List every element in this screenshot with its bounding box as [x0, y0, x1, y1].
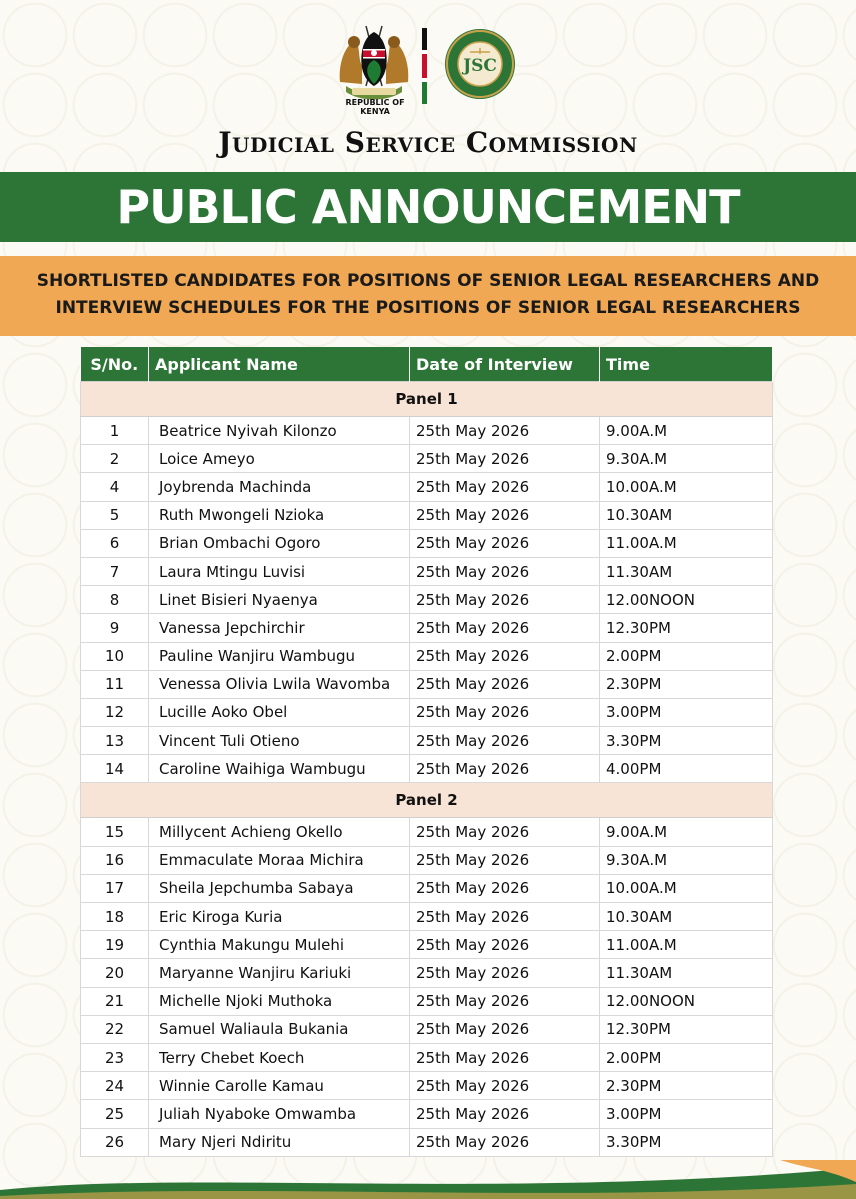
- banner-title: PUBLIC ANNOUNCEMENT: [116, 180, 740, 234]
- serial-number-cell: 11: [81, 670, 149, 698]
- serial-number-cell: 24: [81, 1072, 149, 1100]
- applicant-name-cell: Brian Ombachi Ogoro: [149, 529, 410, 557]
- applicant-name-cell: Lucille Aoko Obel: [149, 698, 410, 726]
- panel-label: Panel 1: [81, 382, 773, 417]
- applicant-name-cell: Eric Kiroga Kuria: [149, 903, 410, 931]
- panel-header-row: [81, 783, 773, 818]
- interview-time-cell: 10.30AM: [600, 903, 773, 931]
- serial-number-cell: 15: [81, 818, 149, 846]
- interview-time-cell: 4.00PM: [600, 755, 773, 783]
- table-body: [81, 382, 773, 1157]
- interview-date-cell: 25th May 2026: [410, 1043, 600, 1071]
- interview-date-cell: 25th May 2026: [410, 818, 600, 846]
- interview-time-cell: 3.30PM: [600, 1128, 773, 1156]
- applicant-name-cell: Emmaculate Moraa Michira: [149, 846, 410, 874]
- serial-number-cell: 13: [81, 727, 149, 755]
- applicant-name-cell: Michelle Njoki Muthoka: [149, 987, 410, 1015]
- serial-number-cell: 22: [81, 1015, 149, 1043]
- interview-time-cell: 12.00NOON: [600, 586, 773, 614]
- serial-number-cell: 19: [81, 931, 149, 959]
- serial-number-cell: 9: [81, 614, 149, 642]
- serial-number-cell: 23: [81, 1043, 149, 1071]
- jsc-seal-icon: [444, 28, 516, 100]
- serial-number-cell: 12: [81, 698, 149, 726]
- serial-number-cell: 17: [81, 874, 149, 902]
- interview-date-cell: 25th May 2026: [410, 1072, 600, 1100]
- table-row: [81, 727, 773, 755]
- serial-number-cell: 4: [81, 473, 149, 501]
- interview-time-cell: 3.00PM: [600, 698, 773, 726]
- interview-date-cell: 25th May 2026: [410, 727, 600, 755]
- table-row: [81, 1100, 773, 1128]
- interview-time-cell: 9.00A.M: [600, 417, 773, 445]
- organization-name: Judicial Service Commission: [218, 126, 638, 159]
- interview-date-cell: 25th May 2026: [410, 586, 600, 614]
- interview-date-cell: 25th May 2026: [410, 1015, 600, 1043]
- table-row: [81, 445, 773, 473]
- serial-number-cell: 26: [81, 1128, 149, 1156]
- interview-time-cell: 3.00PM: [600, 1100, 773, 1128]
- kenya-flag-stripe-icon: [422, 28, 427, 104]
- interview-date-cell: 25th May 2026: [410, 1128, 600, 1156]
- applicant-name-cell: Laura Mtingu Luvisi: [149, 557, 410, 585]
- serial-number-cell: 25: [81, 1100, 149, 1128]
- applicant-name-cell: Loice Ameyo: [149, 445, 410, 473]
- logo-group: [330, 22, 530, 116]
- interview-date-cell: 25th May 2026: [410, 614, 600, 642]
- table-row: [81, 987, 773, 1015]
- applicant-name-cell: Samuel Waliaula Bukania: [149, 1015, 410, 1043]
- subtitle: [8, 268, 848, 322]
- applicant-name-cell: Joybrenda Machinda: [149, 473, 410, 501]
- applicant-name-cell: Mary Njeri Ndiritu: [149, 1128, 410, 1156]
- kenya-coat-of-arms-icon: [336, 22, 412, 106]
- interview-time-cell: 12.30PM: [600, 614, 773, 642]
- interview-date-cell: 25th May 2026: [410, 642, 600, 670]
- table-row: [81, 642, 773, 670]
- interview-schedule-table: [80, 347, 773, 1157]
- interview-time-cell: 9.00A.M: [600, 818, 773, 846]
- table-row: [81, 755, 773, 783]
- serial-number-cell: 21: [81, 987, 149, 1015]
- interview-date-cell: 25th May 2026: [410, 698, 600, 726]
- serial-number-cell: 6: [81, 529, 149, 557]
- table-row: [81, 959, 773, 987]
- interview-time-cell: 11.00A.M: [600, 931, 773, 959]
- interview-time-cell: 12.00NOON: [600, 987, 773, 1015]
- table-row: [81, 698, 773, 726]
- serial-number-cell: 8: [81, 586, 149, 614]
- serial-number-cell: 1: [81, 417, 149, 445]
- table-row: [81, 1015, 773, 1043]
- serial-number-cell: 10: [81, 642, 149, 670]
- interview-date-cell: 25th May 2026: [410, 529, 600, 557]
- serial-number-cell: 18: [81, 903, 149, 931]
- interview-time-cell: 11.00A.M: [600, 529, 773, 557]
- column-header-time: Time: [600, 347, 773, 382]
- interview-date-cell: 25th May 2026: [410, 557, 600, 585]
- column-header-sno: S/No.: [81, 347, 149, 382]
- interview-date-cell: 25th May 2026: [410, 1100, 600, 1128]
- column-header-date: Date of Interview: [410, 347, 600, 382]
- table-row: [81, 529, 773, 557]
- applicant-name-cell: Beatrice Nyivah Kilonzo: [149, 417, 410, 445]
- serial-number-cell: 5: [81, 501, 149, 529]
- applicant-name-cell: Juliah Nyaboke Omwamba: [149, 1100, 410, 1128]
- table-row: [81, 818, 773, 846]
- table-row: [81, 557, 773, 585]
- table-row: [81, 874, 773, 902]
- table-row: [81, 501, 773, 529]
- interview-date-cell: 25th May 2026: [410, 903, 600, 931]
- interview-time-cell: 12.30PM: [600, 1015, 773, 1043]
- table-row: [81, 903, 773, 931]
- interview-time-cell: 10.00A.M: [600, 874, 773, 902]
- interview-date-cell: 25th May 2026: [410, 670, 600, 698]
- table-row: [81, 1043, 773, 1071]
- table-row: [81, 1128, 773, 1156]
- interview-time-cell: 2.00PM: [600, 642, 773, 670]
- applicant-name-cell: Sheila Jepchumba Sabaya: [149, 874, 410, 902]
- interview-time-cell: 3.30PM: [600, 727, 773, 755]
- serial-number-cell: 14: [81, 755, 149, 783]
- applicant-name-cell: Vanessa Jepchirchir: [149, 614, 410, 642]
- applicant-name-cell: Pauline Wanjiru Wambugu: [149, 642, 410, 670]
- subtitle-line-1: SHORTLISTED CANDIDATES FOR POSITIONS OF SENIOR LEGAL RESEARCHERS AND: [36, 271, 820, 291]
- applicant-name-cell: Venessa Olivia Lwila Wavomba: [149, 670, 410, 698]
- table-row: [81, 614, 773, 642]
- table-row: [81, 473, 773, 501]
- interview-time-cell: 2.30PM: [600, 670, 773, 698]
- serial-number-cell: 7: [81, 557, 149, 585]
- table-row: [81, 1072, 773, 1100]
- applicant-name-cell: Winnie Carolle Kamau: [149, 1072, 410, 1100]
- serial-number-cell: 20: [81, 959, 149, 987]
- interview-date-cell: 25th May 2026: [410, 931, 600, 959]
- table-row: [81, 417, 773, 445]
- interview-time-cell: 9.30A.M: [600, 846, 773, 874]
- interview-date-cell: 25th May 2026: [410, 874, 600, 902]
- table-row: [81, 586, 773, 614]
- table-header-row: [81, 347, 773, 382]
- interview-date-cell: 25th May 2026: [410, 959, 600, 987]
- applicant-name-cell: Millycent Achieng Okello: [149, 818, 410, 846]
- interview-time-cell: 10.30AM: [600, 501, 773, 529]
- interview-time-cell: 11.30AM: [600, 557, 773, 585]
- applicant-name-cell: Linet Bisieri Nyaenya: [149, 586, 410, 614]
- interview-time-cell: 9.30A.M: [600, 445, 773, 473]
- table-row: [81, 846, 773, 874]
- table-row: [81, 931, 773, 959]
- interview-date-cell: 25th May 2026: [410, 417, 600, 445]
- subtitle-band: [0, 256, 856, 336]
- applicant-name-cell: Maryanne Wanjiru Kariuki: [149, 959, 410, 987]
- interview-time-cell: 10.00A.M: [600, 473, 773, 501]
- letterhead: [0, 0, 856, 170]
- announcement-banner: [0, 172, 856, 242]
- svg-text:JSC: JSC: [463, 56, 497, 76]
- interview-time-cell: 2.00PM: [600, 1043, 773, 1071]
- subtitle-line-2: INTERVIEW SCHEDULES FOR THE POSITIONS OF SENIOR LEGAL RESEARCHERS: [55, 298, 801, 318]
- applicant-name-cell: Terry Chebet Koech: [149, 1043, 410, 1071]
- applicant-name-cell: Cynthia Makungu Mulehi: [149, 931, 410, 959]
- interview-time-cell: 11.30AM: [600, 959, 773, 987]
- footer-wave: [0, 1160, 856, 1199]
- panel-header-row: [81, 382, 773, 417]
- applicant-name-cell: Caroline Waihiga Wambugu: [149, 755, 410, 783]
- column-header-name: Applicant Name: [149, 347, 410, 382]
- interview-date-cell: 25th May 2026: [410, 473, 600, 501]
- panel-label: Panel 2: [81, 783, 773, 818]
- serial-number-cell: 2: [81, 445, 149, 473]
- applicant-name-cell: Ruth Mwongeli Nzioka: [149, 501, 410, 529]
- interview-date-cell: 25th May 2026: [410, 846, 600, 874]
- interview-date-cell: 25th May 2026: [410, 755, 600, 783]
- serial-number-cell: 16: [81, 846, 149, 874]
- interview-date-cell: 25th May 2026: [410, 445, 600, 473]
- applicant-name-cell: Vincent Tuli Otieno: [149, 727, 410, 755]
- table-row: [81, 670, 773, 698]
- coat-caption: REPUBLIC OF KENYA: [345, 98, 405, 116]
- interview-time-cell: 2.30PM: [600, 1072, 773, 1100]
- interview-date-cell: 25th May 2026: [410, 987, 600, 1015]
- interview-date-cell: 25th May 2026: [410, 501, 600, 529]
